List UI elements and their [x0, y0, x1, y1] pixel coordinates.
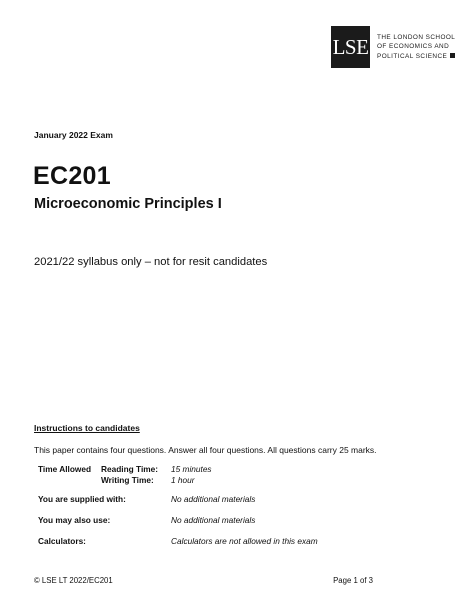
- logo-mark: LSE: [331, 26, 370, 68]
- calculators-label: Calculators:: [38, 536, 86, 546]
- may-use-label: You may also use:: [38, 515, 111, 525]
- supplied-label: You are supplied with:: [38, 494, 126, 504]
- logo-line-2: OF ECONOMICS AND: [377, 43, 450, 51]
- writing-time-value: 1 hour: [171, 475, 195, 485]
- instructions-text: This paper contains four questions. Answer all four questions. All questions carry 25 marks.: [34, 445, 377, 455]
- reading-time-label: Reading Time:: [101, 464, 159, 474]
- calculators-value: Calculators are not allowed in this exam: [171, 536, 318, 546]
- lse-logo: [331, 26, 455, 68]
- supplied-value: No additional materials: [171, 494, 256, 504]
- time-allowed-label: Time Allowed: [38, 464, 92, 474]
- reading-time-value: 15 minutes: [171, 464, 212, 474]
- logo-line-3: POLITICAL SCIENCE: [377, 52, 448, 60]
- exam-date: January 2022 Exam: [34, 130, 113, 140]
- footer-copyright: © LSE LT 2022/EC201: [34, 576, 113, 585]
- course-title: Microeconomic Principles I: [34, 196, 222, 212]
- logo-square-icon: [450, 53, 455, 58]
- instructions-heading: Instructions to candidates: [34, 423, 140, 433]
- footer-page-number: Page 1 of 3: [333, 576, 373, 585]
- course-code: EC201: [33, 162, 111, 190]
- may-use-value: No additional materials: [171, 515, 256, 525]
- logo-line-1: THE LONDON SCHOOL: [377, 34, 456, 42]
- writing-time-label: Writing Time:: [101, 475, 154, 485]
- syllabus-note: 2021/22 syllabus only – not for resit candidates: [34, 256, 268, 268]
- logo-wordmark: [377, 33, 455, 61]
